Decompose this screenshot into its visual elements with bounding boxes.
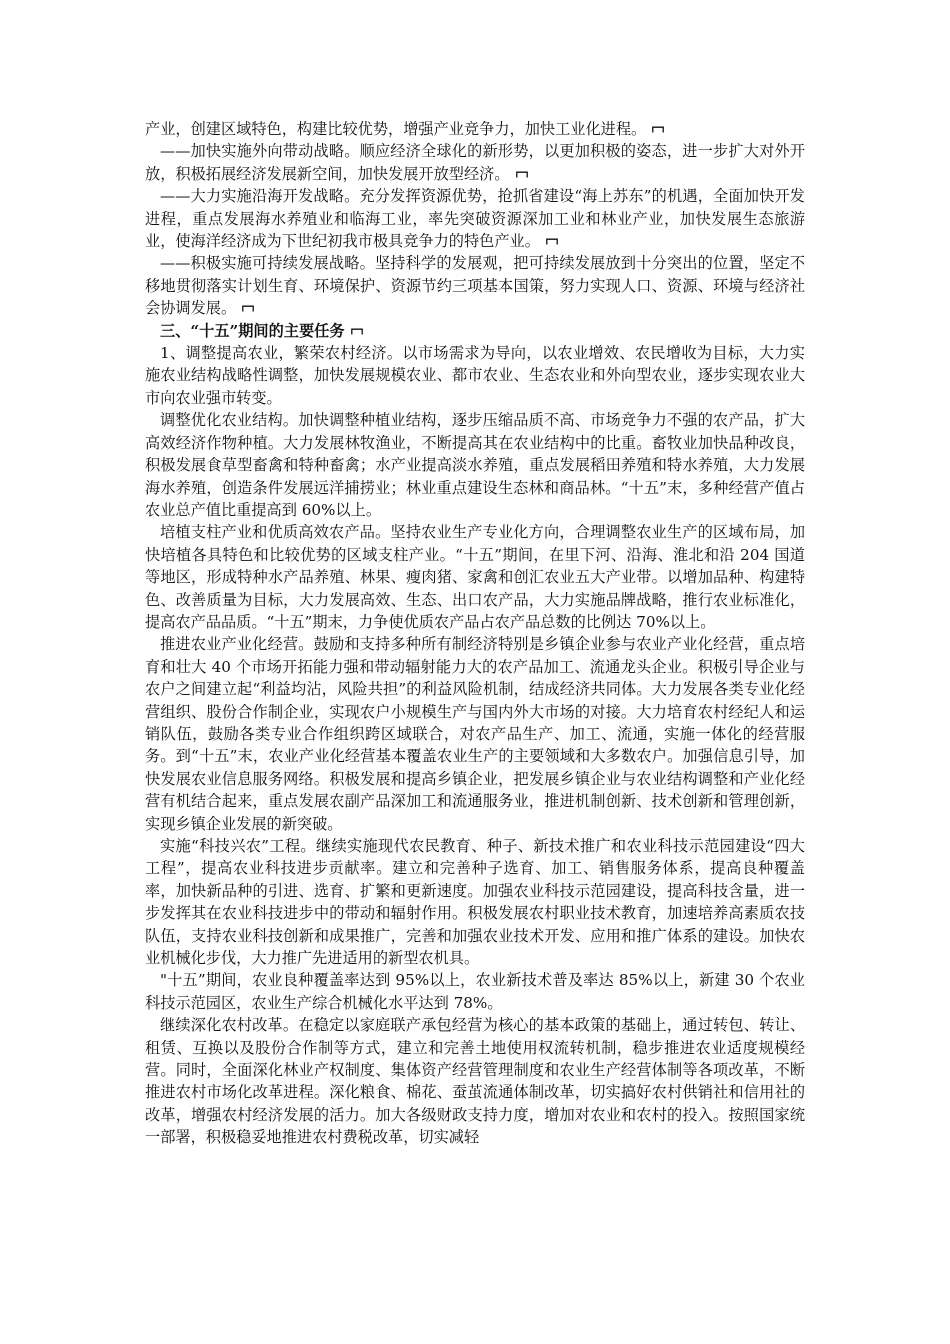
body-paragraph xyxy=(145,409,805,521)
paragraph-text: 继续深化农村改革。在稳定以家庭联产承包经营为核心的基本政策的基础上，通过转包、转让、租赁、互换以及股份合作制等方式，建立和完善土地使用权流转机制，稳步推进农业适度规模经营。同时，全面深化林业产权制度、集体资产经营管理制度和农业生产经营体制等各项改革，不断推进农村市场化改革进程。深化粮食、棉花、蚕茧流通体制改革，切实搞好农村供销社和信用社的改革，增强农村经济发展的活力。加大各级财政支持力度，增加对农业和农村的投入。按照国家统一部署，积极稳妥地推进农村费税改革，切实减轻 xyxy=(145,1016,805,1147)
body-paragraph xyxy=(145,633,805,835)
paragraph-mark-icon xyxy=(546,238,558,245)
paragraph-text: 实施“科技兴农”工程。继续实施现代农民教育、种子、新技术推广和农业科技示范园建设“四大工程”，提高农业科技进步贡献率。建立和完善种子选育、加工、销售服务体系，提高良种覆盖率，加快新品种的引进、选育、扩繁和更新速度。加强农业科技示范园建设，提高科技含量，进一步发挥其在农业科技进步中的带动和辐射作用。积极发展农村职业技术教育，加速培养高素质农技队伍，支持农业科技创新和成果推广，完善和加强农业技术开发、应用和推广体系的建设。加快农业机械化步伐，大力推广先进适用的新型农机具。 xyxy=(145,837,805,968)
paragraph-text: ——大力实施沿海开发战略。充分发挥资源优势，抢抓省建设“海上苏东”的机遇，全面加快开发进程，重点发展海水养殖业和临海工业，率先突破资源深加工业和林业产业，加快发展生态旅游业，使海洋经济成为下世纪初我市极具竞争力的特色产业。 xyxy=(145,187,805,251)
paragraph-text: ——加快实施外向带动战略。顺应经济全球化的新形势，以更加积极的姿态，进一步扩大对外开放，积极拓展经济发展新空间，加快发展开放型经济。 xyxy=(145,142,805,183)
paragraph-text: 推进农业产业化经营。鼓励和支持多种所有制经济特别是乡镇企业参与农业产业化经营，重点培育和壮大 40 个市场开拓能力强和带动辐射能力大的农产品加工、流通龙头企业。积极引导企业与农户之间建立起“利益均沾，风险共担”的利益风险机制，结成经济共同体。大力发展各类专业化经营组织、股份合作制企业，实现农户小规模生产与国内外大市场的对接。大力培育农村经纪人和运销队伍，鼓励各类专业合作组织跨区域联合，对农产品生产、加工、流通，实施一体化的经营服务。到“十五”末，农业产业化经营基本覆盖农业生产的主要领域和大多数农户。加强信息引导，加快发展农业信息服务网络。积极发展和提高乡镇企业，把发展乡镇企业与农业结构调整和产业化经营有机结合起来，重点发展农副产品深加工和流通服务业，推进机制创新、技术创新和管理创新，实现乡镇企业发展的新突破。 xyxy=(145,635,805,833)
document-page xyxy=(145,118,805,1149)
body-paragraph xyxy=(145,342,805,409)
body-paragraph xyxy=(145,252,805,319)
body-paragraph xyxy=(145,969,805,1014)
paragraph-mark-icon xyxy=(652,126,664,133)
body-paragraph xyxy=(145,185,805,252)
paragraph-text: 三、“十五”期间的主要任务 xyxy=(160,321,345,340)
paragraph-mark-icon xyxy=(516,171,528,178)
body-paragraph xyxy=(145,140,805,185)
paragraph-mark-icon xyxy=(242,305,254,312)
paragraph-mark-icon xyxy=(351,328,363,335)
body-paragraph xyxy=(145,118,805,140)
paragraph-text: 培植支柱产业和优质高效农产品。坚持农业生产专业化方向，合理调整农业生产的区域布局，加快培植各具特色和比较优势的区域支柱产业。“十五”期间，在里下河、沿海、淮北和沿 204 国道等地区，形成特种水产品养殖、林果、瘦肉猪、家禽和创汇农业五大产业带。以增加品种、构建特色、改善质量为目标，大力发展高效、生态、出口农产品，大力实施品牌战略，推行农业标准化，提高农产品品质。“十五”期末，力争使优质农产品占农产品总数的比例达 70%以上。 xyxy=(145,523,805,631)
paragraph-text: 产业，创建区域特色，构建比较优势，增强产业竞争力，加快工业化进程。 xyxy=(145,120,647,138)
paragraph-text: ——积极实施可持续发展战略。坚持科学的发展观，把可持续发展放到十分突出的位置，坚定不移地贯彻落实计划生育、环境保护、资源节约三项基本国策，努力实现人口、资源、环境与经济社会协调发展。 xyxy=(145,254,805,318)
body-paragraph xyxy=(145,835,805,969)
paragraph-text: 1、调整提高农业，繁荣农村经济。以市场需求为导向，以农业增效、农民增收为目标，大力实施农业结构战略性调整，加快发展规模农业、都市农业、生态农业和外向型农业，逐步实现农业大市向农业强市转变。 xyxy=(145,344,805,407)
body-paragraph xyxy=(145,1014,805,1148)
paragraph-text: 调整优化农业结构。加快调整种植业结构，逐步压缩品质不高、市场竞争力不强的农产品，扩大高效经济作物种植。大力发展林牧渔业，不断提高其在农业结构中的比重。畜牧业加快品种改良，积极发展食草型畜禽和特种畜禽；水产业提高淡水养殖，重点发展稻田养殖和特水养殖，大力发展海水养殖，创造条件发展远洋捕捞业；林业重点建设生态林和商品林。“十五”末，多种经营产值占农业总产值比重提高到 60%以上。 xyxy=(145,411,805,519)
paragraph-text: "十五”期间，农业良种覆盖率达到 95%以上，农业新技术普及率达 85%以上，新建 30 个农业科技示范园区，农业生产综合机械化水平达到 78%。 xyxy=(145,971,805,1012)
body-paragraph xyxy=(145,521,805,633)
section-heading xyxy=(145,320,805,342)
